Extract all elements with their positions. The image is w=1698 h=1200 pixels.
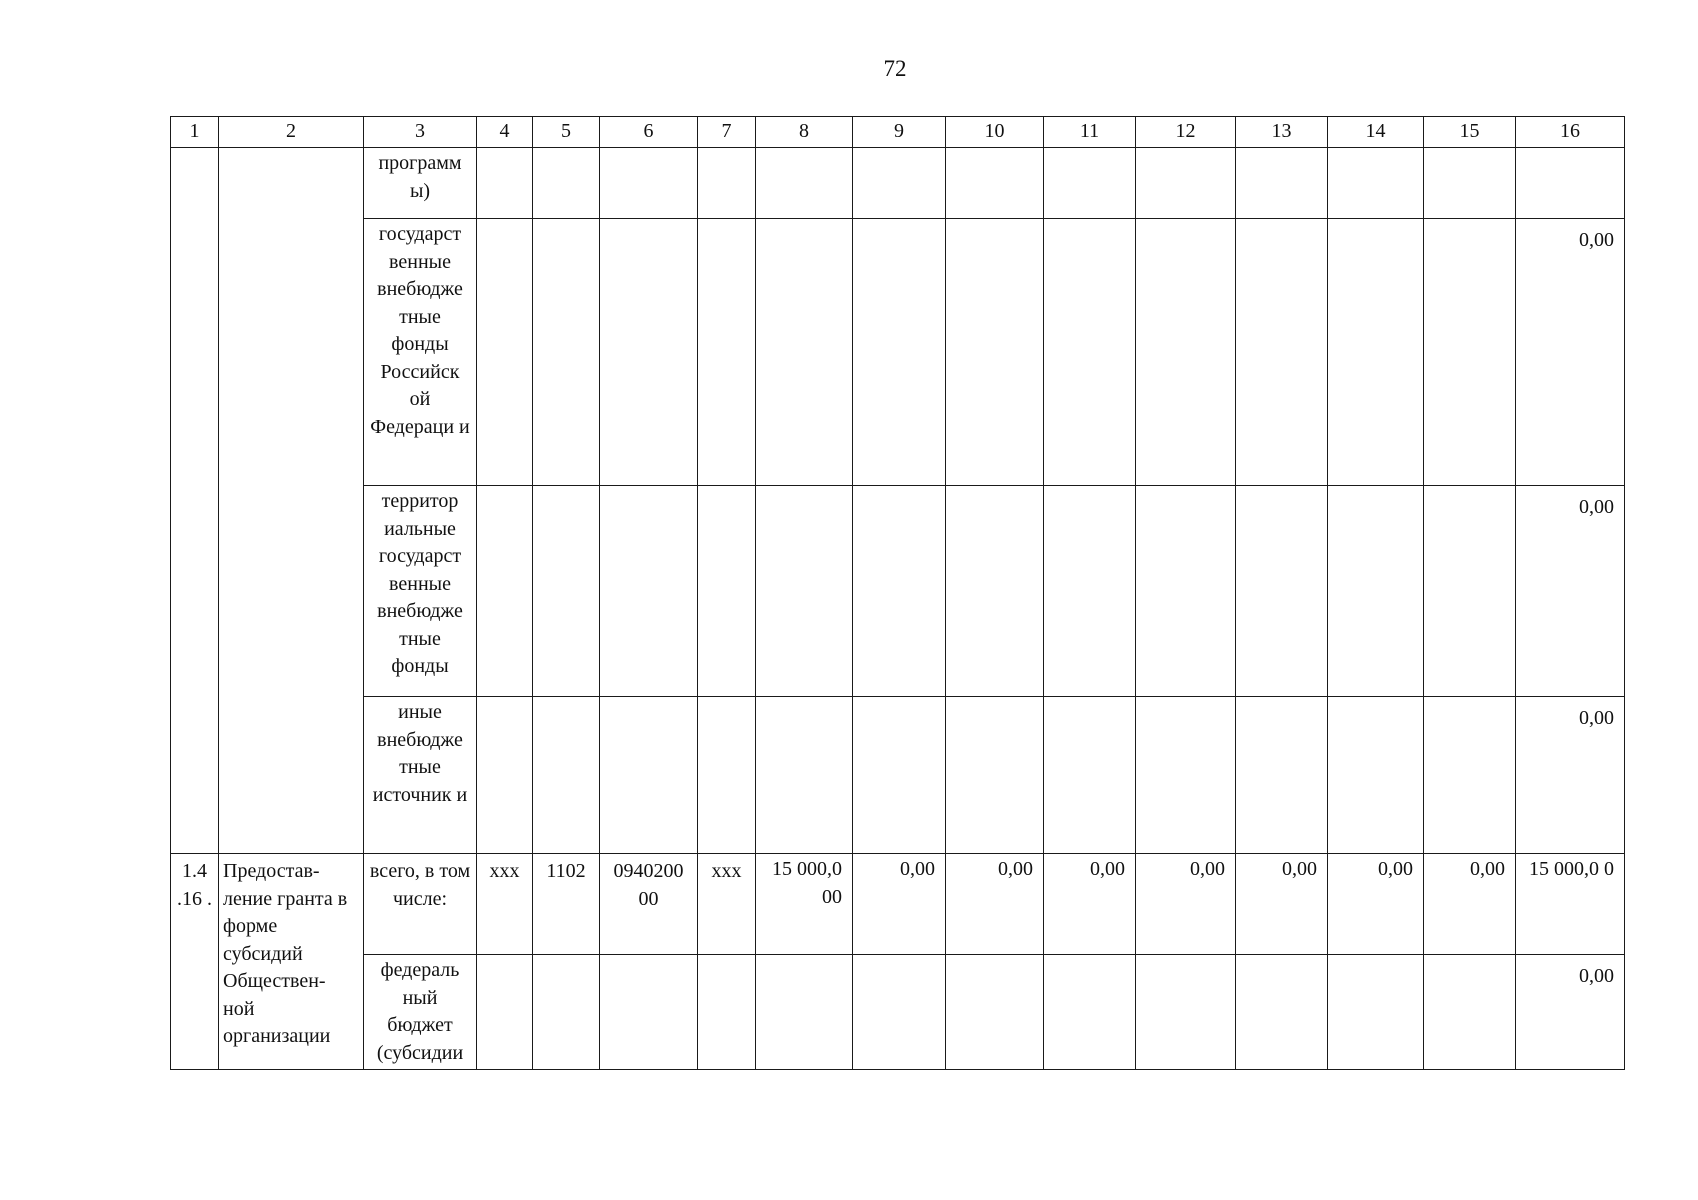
cell-col14: 0,00 <box>1328 854 1424 955</box>
column-header: 10 <box>946 117 1044 148</box>
cell-col10: 0,00 <box>946 854 1044 955</box>
column-header: 14 <box>1328 117 1424 148</box>
column-header: 4 <box>477 117 533 148</box>
cell-col8: 15 000,0 00 <box>756 854 853 955</box>
cell-col16: 15 000,0 0 <box>1516 854 1625 955</box>
table-row <box>171 955 1625 1070</box>
total-cell: 0,00 <box>1516 486 1625 697</box>
column-header: 3 <box>364 117 477 148</box>
table-row <box>171 148 1625 219</box>
table-row <box>171 697 1625 854</box>
total-cell <box>1516 148 1625 219</box>
item-title-cell: Предостав- ление гранта в форме субсидий Обществен- ной организации <box>219 854 364 1070</box>
column-header: 8 <box>756 117 853 148</box>
cell-col5: 1102 <box>533 854 600 955</box>
column-header: 16 <box>1516 117 1625 148</box>
cell-col7: xxx <box>698 854 756 955</box>
column-header: 5 <box>533 117 600 148</box>
funding-source-cell: территор иальные государст венные внебюдже тные фонды <box>364 486 477 697</box>
funding-source-cell: иные внебюдже тные источник и <box>364 697 477 854</box>
cell-col15: 0,00 <box>1424 854 1516 955</box>
table-row <box>171 854 1625 955</box>
table-row <box>171 219 1625 486</box>
total-cell: 0,00 <box>1516 697 1625 854</box>
funding-source-cell: государст венные внебюдже тные фонды Российск ой Федераци и <box>364 219 477 486</box>
row-title-cell <box>219 148 364 854</box>
column-header: 2 <box>219 117 364 148</box>
item-number-cell: 1.4 .16 . <box>171 854 219 1070</box>
cell-col9: 0,00 <box>853 854 946 955</box>
cell-col13: 0,00 <box>1236 854 1328 955</box>
funding-source-cell: программ ы) <box>364 148 477 219</box>
cell-col12: 0,00 <box>1136 854 1236 955</box>
column-header: 6 <box>600 117 698 148</box>
page-number: 72 <box>883 56 907 81</box>
column-number-row <box>171 117 1625 148</box>
funding-source-cell: федераль ный бюджет (субсидии <box>364 955 477 1070</box>
column-header: 7 <box>698 117 756 148</box>
cell-col11: 0,00 <box>1044 854 1136 955</box>
cell-col4: xxx <box>477 854 533 955</box>
column-header: 13 <box>1236 117 1328 148</box>
total-cell: 0,00 <box>1516 219 1625 486</box>
funding-source-cell: всего, в том числе: <box>364 854 477 955</box>
cell-col6: 0940200 00 <box>600 854 698 955</box>
column-header: 12 <box>1136 117 1236 148</box>
row-number-cell <box>171 148 219 854</box>
column-header: 11 <box>1044 117 1136 148</box>
table-row <box>171 486 1625 697</box>
column-header: 15 <box>1424 117 1516 148</box>
total-cell: 0,00 <box>1516 955 1625 1070</box>
budget-table <box>170 116 1625 1070</box>
column-header: 9 <box>853 117 946 148</box>
column-header: 1 <box>171 117 219 148</box>
